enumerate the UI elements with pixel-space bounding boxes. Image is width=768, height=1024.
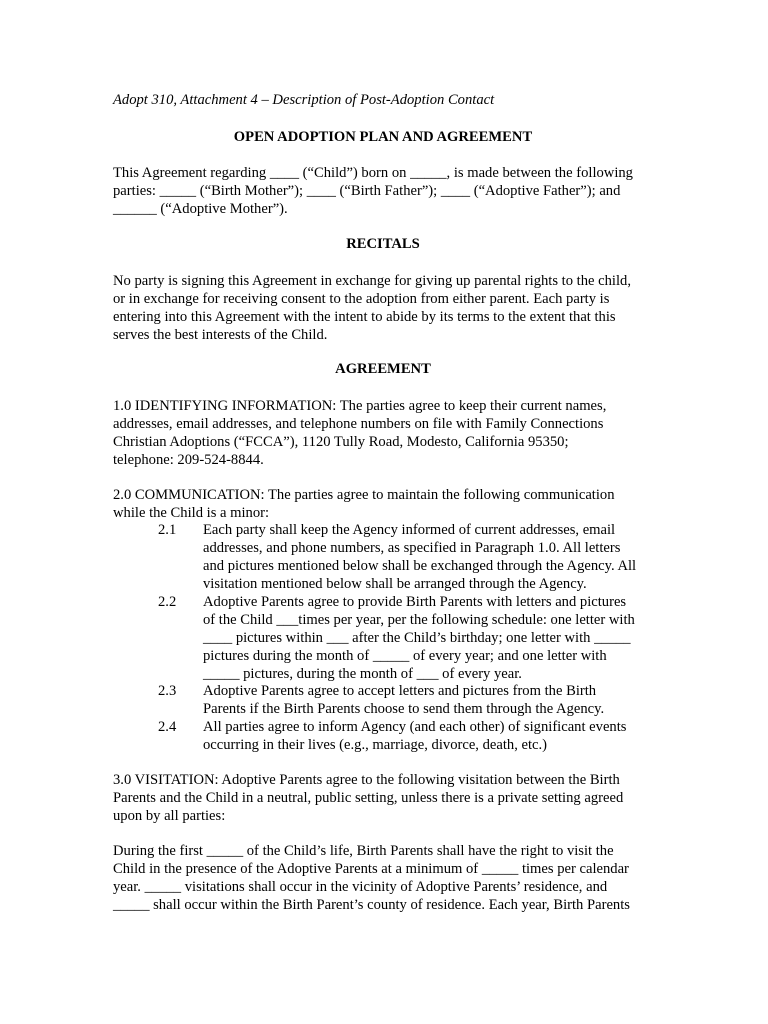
section-visitation (113, 772, 673, 826)
item-number: 2.1 (158, 522, 177, 538)
item-line: pictures during the month of _____ of every year; and one letter with (203, 647, 607, 664)
visitation-line: During the first _____ of the Child’s life, Birth Parents shall have the right to visit the (113, 843, 614, 859)
item-line: Adoptive Parents agree to accept letters and pictures from the Birth (203, 683, 597, 699)
section3-line: 3.0 VISITATION: Adoptive Parents agree to the following visitation between the Birth (113, 772, 620, 788)
item-text (203, 683, 693, 719)
item-line: addresses, and phone numbers, as specified in Paragraph 1.0. All letters (203, 539, 621, 556)
section3-line: Parents and the Child in a neutral, public setting, unless there is a private setting agreed (113, 789, 624, 806)
recitals-heading: RECITALS (346, 236, 420, 252)
item-line: Each party shall keep the Agency informed of current addresses, email (203, 522, 616, 538)
section1-line: addresses, email addresses, and telephone numbers on file with Family Connections (113, 415, 604, 432)
recitals-paragraph (113, 273, 673, 345)
item-line: Adoptive Parents agree to provide Birth Parents with letters and pictures (203, 594, 627, 610)
intro-paragraph (113, 165, 673, 219)
item-line: visitation mentioned below shall be arranged through the Agency. (203, 575, 587, 592)
item-text (203, 522, 693, 594)
item-line: All parties agree to inform Agency (and each other) of significant events (203, 719, 627, 735)
section1-line: telephone: 209-524-8844. (113, 451, 264, 468)
visitation-detail-paragraph (113, 843, 673, 915)
recitals-line: or in exchange for receiving consent to the adoption from either parent. Each party is (113, 290, 610, 307)
section-communication (113, 487, 673, 523)
item-line: of the Child ___times per year, per the following schedule: one letter with (203, 611, 635, 628)
intro-line: parties: _____ (“Birth Mother”); ____ (“Birth Father”); ____ (“Adoptive Father”); and (113, 182, 621, 199)
section1-line: 1.0 IDENTIFYING INFORMATION: The parties agree to keep their current names, (113, 398, 607, 414)
item-number: 2.3 (158, 683, 177, 699)
visitation-line: _____ shall occur within the Birth Parent’s county of residence. Each year, Birth Parents (113, 896, 630, 913)
attachment-header: Adopt 310, Attachment 4 – Description of Post-Adoption Contact (113, 92, 495, 108)
section3-line: upon by all parties: (113, 807, 226, 824)
agreement-heading: AGREEMENT (335, 361, 431, 377)
item-line: _____ pictures, during the month of ___ of every year. (203, 665, 522, 682)
item-text (203, 719, 693, 755)
intro-line: This Agreement regarding ____ (“Child”) born on _____, is made between the following (113, 165, 633, 181)
recitals-line: entering into this Agreement with the intent to abide by its terms to the extent that this (113, 308, 616, 325)
document-title: OPEN ADOPTION PLAN AND AGREEMENT (233, 129, 533, 145)
visitation-line: year. _____ visitations shall occur in the vicinity of Adoptive Parents’ residence, and (113, 878, 608, 895)
recitals-line: serves the best interests of the Child. (113, 326, 328, 343)
item-line: ____ pictures within ___ after the Child’s birthday; one letter with _____ (203, 629, 631, 646)
section1-line: Christian Adoptions (“FCCA”), 1120 Tully Road, Modesto, California 95350; (113, 433, 569, 450)
item-text (203, 594, 693, 684)
section2-line: while the Child is a minor: (113, 504, 270, 521)
item-number: 2.2 (158, 594, 177, 610)
intro-line: ______ (“Adoptive Mother”). (113, 200, 288, 217)
item-line: occurring in their lives (e.g., marriage, divorce, death, etc.) (203, 736, 548, 753)
recitals-line: No party is signing this Agreement in exchange for giving up parental rights to the child, (113, 273, 631, 289)
item-line: and pictures mentioned below shall be exchanged through the Agency. All (203, 557, 637, 574)
section-identifying-information (113, 398, 673, 470)
section2-line: 2.0 COMMUNICATION: The parties agree to maintain the following communication (113, 487, 615, 503)
item-line: Parents if the Birth Parents choose to send them through the Agency. (203, 700, 605, 717)
item-number: 2.4 (158, 719, 177, 735)
visitation-line: Child in the presence of the Adoptive Parents at a minimum of _____ times per calendar (113, 860, 629, 877)
